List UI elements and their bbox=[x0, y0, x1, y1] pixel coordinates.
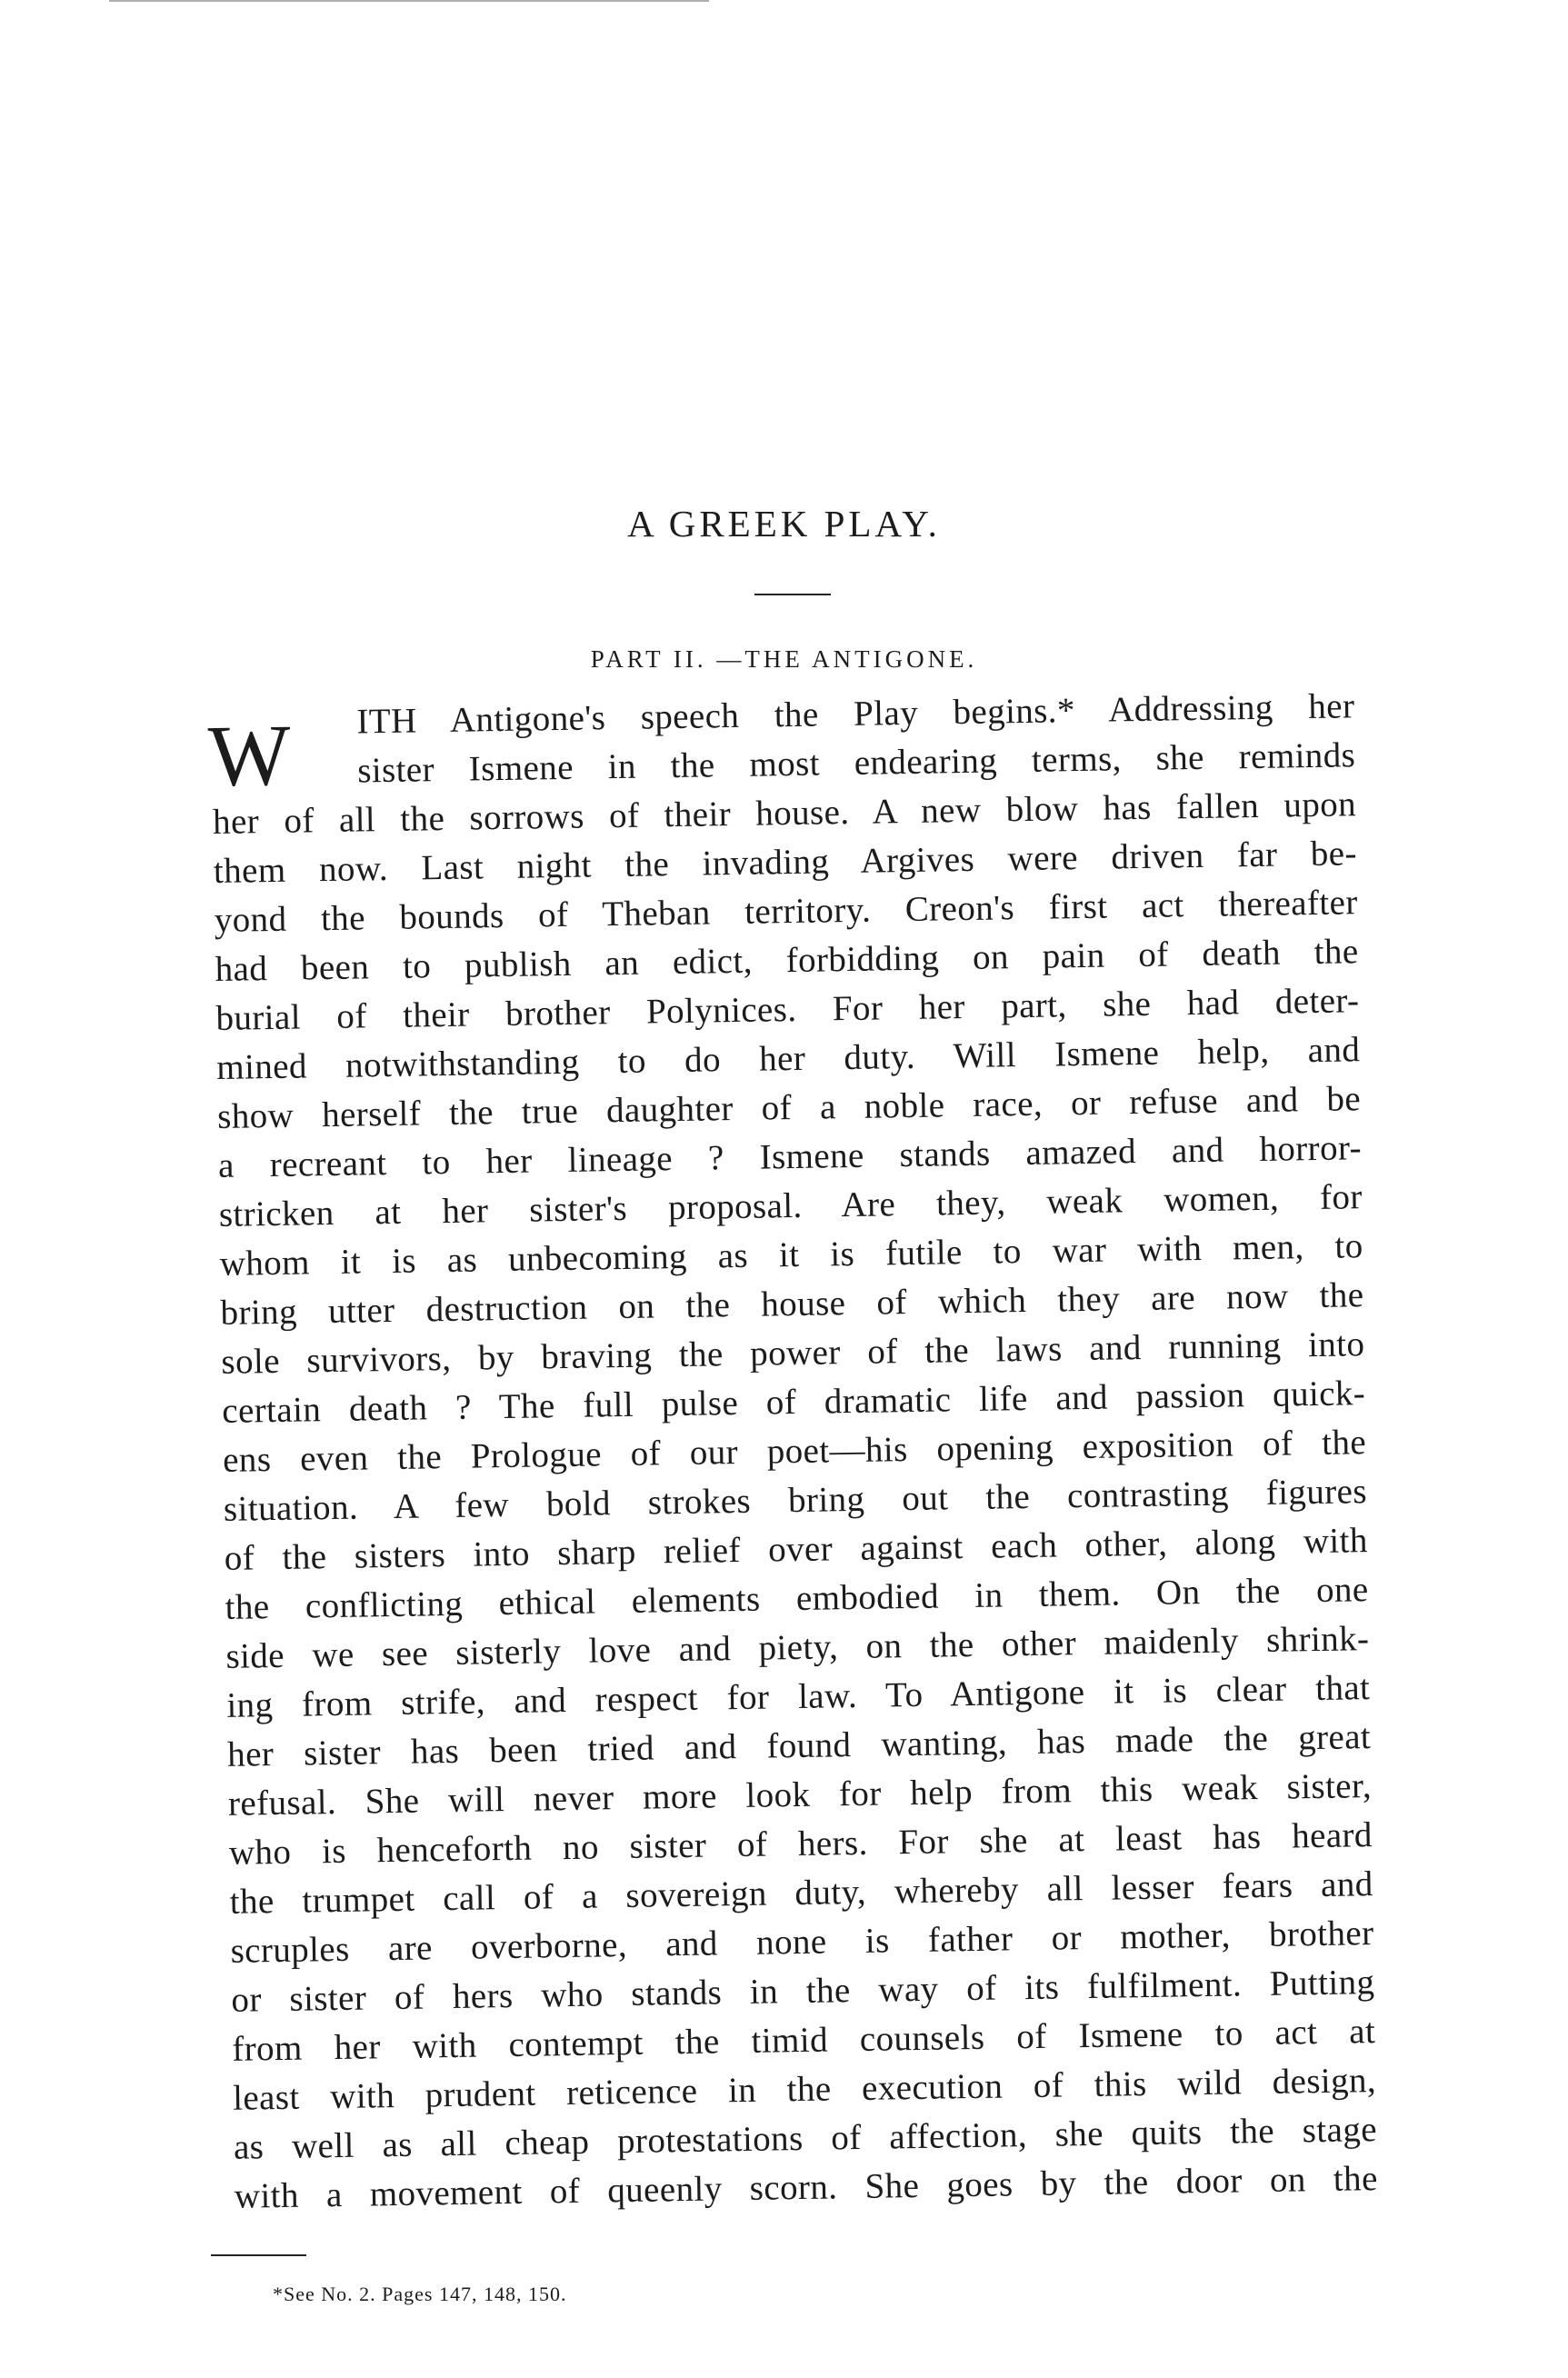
body-line: her sister has been tried and found wanting, has made the great bbox=[226, 1717, 1372, 1774]
body-line: from her with contempt the timid counsels of Ismene to act at bbox=[231, 2012, 1376, 2069]
body-line: certain death ? The full pulse of dramatic life and passion quick- bbox=[221, 1374, 1366, 1431]
body-line: yond the bounds of Theban territory. Creon's first act thereafter bbox=[214, 883, 1358, 940]
body-line: situation. A few bold strokes bring out the contrasting figures bbox=[223, 1472, 1368, 1529]
body-line: or sister of hers who stands in the way of its fulfilment. Putting bbox=[231, 1963, 1375, 2020]
body-line: bring utter destruction on the house of which they are now the bbox=[220, 1275, 1364, 1333]
body-line: the trumpet call of a sovereign duty, whereby all lesser fears and bbox=[229, 1864, 1373, 1922]
body-line-text: ITH Antigone's speech the Play begins.* Addressing her bbox=[356, 686, 1355, 742]
body-line: ing from strife, and respect for law. To Antigone it is clear that bbox=[226, 1668, 1371, 1725]
body-line: with a movement of queenly scorn. She goes by the door on the bbox=[234, 2159, 1379, 2216]
body-line: had been to publish an edict, forbidding on pain of death the bbox=[215, 932, 1359, 989]
body-line: least with prudent reticence in the execution of this wild design, bbox=[232, 2061, 1377, 2118]
top-edge-rule bbox=[109, 0, 709, 2]
footnote-divider bbox=[211, 2254, 306, 2256]
body-line: refusal. She will never more look for help from this weak sister, bbox=[227, 1766, 1373, 1823]
body-line: mined notwithstanding to do her duty. Will Ismene help, and bbox=[216, 1030, 1361, 1087]
body-line: whom it is as unbecoming as it is futile to war with men, to bbox=[219, 1226, 1363, 1284]
body-line: the conflicting ethical elements embodied in them. On the one bbox=[225, 1570, 1369, 1627]
body-line: her of all the sorrows of their house. A new blow has fallen upon bbox=[212, 784, 1357, 842]
body-line: stricken at her sister's proposal. Are they, weak women, for bbox=[218, 1177, 1363, 1234]
body-line: burial of their brother Polynices. For her part, she had deter- bbox=[215, 981, 1360, 1038]
body-line: a recreant to her lineage ? Ismene stands amazed and horror- bbox=[217, 1128, 1363, 1185]
footnote: *See No. 2. Pages 147, 148, 150. bbox=[273, 2283, 567, 2305]
body-line: sister Ismene in the most endearing terms, she reminds bbox=[356, 735, 1356, 791]
body-line: of the sisters into sharp relief over against each other, along with bbox=[224, 1521, 1369, 1578]
body-line: show herself the true daughter of a noble race, or refuse and be bbox=[216, 1079, 1362, 1136]
drop-cap: W bbox=[207, 705, 292, 805]
title-divider bbox=[754, 594, 831, 595]
body-text bbox=[207, 682, 1379, 2222]
body-line: as well as all cheap protestations of affection, she quits the stage bbox=[233, 2110, 1378, 2167]
body-line: scruples are overborne, and none is father or mother, brother bbox=[230, 1913, 1374, 1971]
body-line: side we see sisterly love and piety, on the other maidenly shrink- bbox=[225, 1619, 1370, 1676]
page-title: A GREEK PLAY. bbox=[627, 503, 941, 545]
section-subtitle: PART II. —THE ANTIGONE. bbox=[590, 645, 978, 673]
body-line: ens even the Prologue of our poet—his opening exposition of the bbox=[222, 1423, 1367, 1480]
body-line: them now. Last night the invading Argives were driven far be- bbox=[213, 834, 1358, 891]
body-line: who is henceforth no sister of hers. For she at least has heard bbox=[228, 1815, 1373, 1873]
body-line: sole survivors, by braving the power of the laws and running into bbox=[221, 1324, 1365, 1382]
